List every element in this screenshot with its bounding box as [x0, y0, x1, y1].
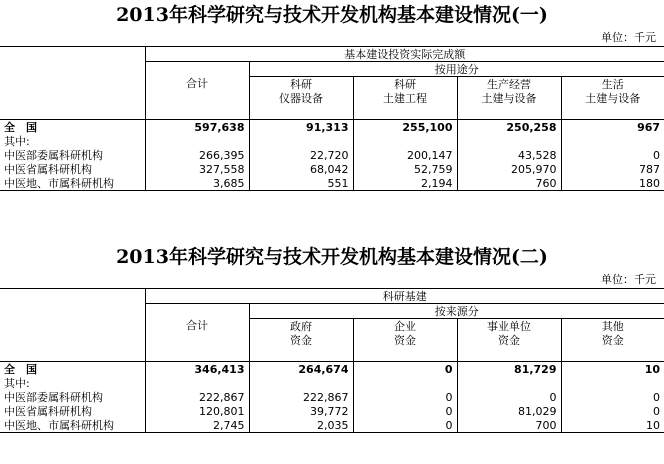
table1-col-total-header: 合计 — [145, 77, 249, 92]
table1-col2-line2: 土建工程 — [353, 91, 457, 105]
cell: 0 — [561, 404, 664, 418]
row-label: 中医地、市属科研机构 — [0, 176, 145, 191]
cell: 0 — [353, 390, 457, 404]
table1-total-row — [0, 120, 664, 135]
table1-col4-line2: 土建与设备 — [561, 91, 664, 105]
table1-col3-line1: 生产经营 — [457, 77, 561, 92]
cell: 43,528 — [457, 148, 561, 162]
table2-unit: 单位：千元 — [601, 273, 656, 286]
row-label: 中医部委属科研机构 — [4, 148, 103, 162]
table2-corner — [0, 289, 145, 304]
cell: 597,638 — [145, 120, 249, 135]
cell: 222,867 — [145, 390, 249, 404]
cell: 39,772 — [249, 404, 353, 418]
table2-col4-line2: 资金 — [561, 333, 664, 347]
table-row — [0, 176, 664, 191]
cell: 222,867 — [249, 390, 353, 404]
table2-col1-line1: 政府 — [249, 319, 353, 334]
table2-col1-line2: 资金 — [249, 333, 353, 347]
cell: 180 — [561, 176, 664, 191]
table1-col1-line1: 科研 — [249, 77, 353, 92]
cell: 10 — [561, 418, 664, 433]
table-row — [0, 404, 664, 418]
table1-header-subgroup: 按用途分 — [249, 62, 664, 77]
table1-col3-line2: 土建与设备 — [457, 91, 561, 105]
table2 — [0, 288, 664, 433]
table1-sub-label: 其中: — [4, 134, 30, 148]
table2-col3-line2: 资金 — [457, 333, 561, 347]
cell: 3,685 — [145, 176, 249, 191]
table2-col3-line1: 事业单位 — [457, 319, 561, 334]
table2-col2-line1: 企业 — [353, 319, 457, 334]
table-row — [0, 148, 664, 162]
row-label: 中医省属科研机构 — [4, 162, 92, 176]
cell: 0 — [353, 418, 457, 433]
cell: 0 — [353, 404, 457, 418]
table2-col4-line1: 其他 — [561, 319, 664, 334]
cell: 205,970 — [457, 162, 561, 176]
table2-header-group: 科研基建 — [145, 289, 664, 304]
row-label: 全 国 — [4, 120, 37, 134]
table2-total-row — [0, 362, 664, 377]
row-label: 中医省属科研机构 — [4, 404, 92, 418]
cell: 120,801 — [145, 404, 249, 418]
row-label: 中医部委属科研机构 — [4, 390, 103, 404]
table-row — [0, 162, 664, 176]
cell: 10 — [561, 362, 664, 377]
table-row — [0, 390, 664, 404]
cell: 346,413 — [145, 362, 249, 377]
cell: 327,558 — [145, 162, 249, 176]
cell: 91,313 — [249, 120, 353, 135]
cell: 264,674 — [249, 362, 353, 377]
row-label: 中医地、市属科研机构 — [0, 418, 145, 433]
cell: 68,042 — [249, 162, 353, 176]
table-row — [0, 418, 664, 433]
cell: 0 — [457, 390, 561, 404]
table1-title: 2013年科学研究与技术开发机构基本建设情况(一) — [116, 4, 548, 26]
cell: 967 — [561, 120, 664, 135]
table1-col2-line1: 科研 — [353, 77, 457, 92]
row-label: 全 国 — [4, 362, 37, 376]
cell: 22,720 — [249, 148, 353, 162]
cell: 0 — [561, 390, 664, 404]
cell: 255,100 — [353, 120, 457, 135]
cell: 0 — [561, 148, 664, 162]
cell: 250,258 — [457, 120, 561, 135]
table2-col2-line2: 资金 — [353, 333, 457, 347]
table2-header-subgroup: 按来源分 — [249, 304, 664, 319]
cell: 787 — [561, 162, 664, 176]
cell: 2,745 — [145, 418, 249, 433]
cell: 266,395 — [145, 148, 249, 162]
table1-unit: 单位：千元 — [601, 31, 656, 44]
cell: 551 — [249, 176, 353, 191]
cell: 200,147 — [353, 148, 457, 162]
cell: 81,029 — [457, 404, 561, 418]
table1-col4-line1: 生活 — [561, 77, 664, 92]
cell: 2,194 — [353, 176, 457, 191]
table2-sub-label: 其中: — [4, 376, 30, 390]
table2-col-total-header: 合计 — [145, 319, 249, 334]
table1-header-group: 基本建设投资实际完成额 — [145, 47, 664, 62]
cell: 52,759 — [353, 162, 457, 176]
table1-col1-line2: 仪器设备 — [249, 91, 353, 105]
table2-title: 2013年科学研究与技术开发机构基本建设情况(二) — [116, 246, 548, 268]
cell: 2,035 — [249, 418, 353, 433]
cell: 0 — [353, 362, 457, 377]
cell: 700 — [457, 418, 561, 433]
cell: 760 — [457, 176, 561, 191]
cell: 81,729 — [457, 362, 561, 377]
table1 — [0, 46, 664, 191]
table1-corner — [0, 47, 145, 62]
